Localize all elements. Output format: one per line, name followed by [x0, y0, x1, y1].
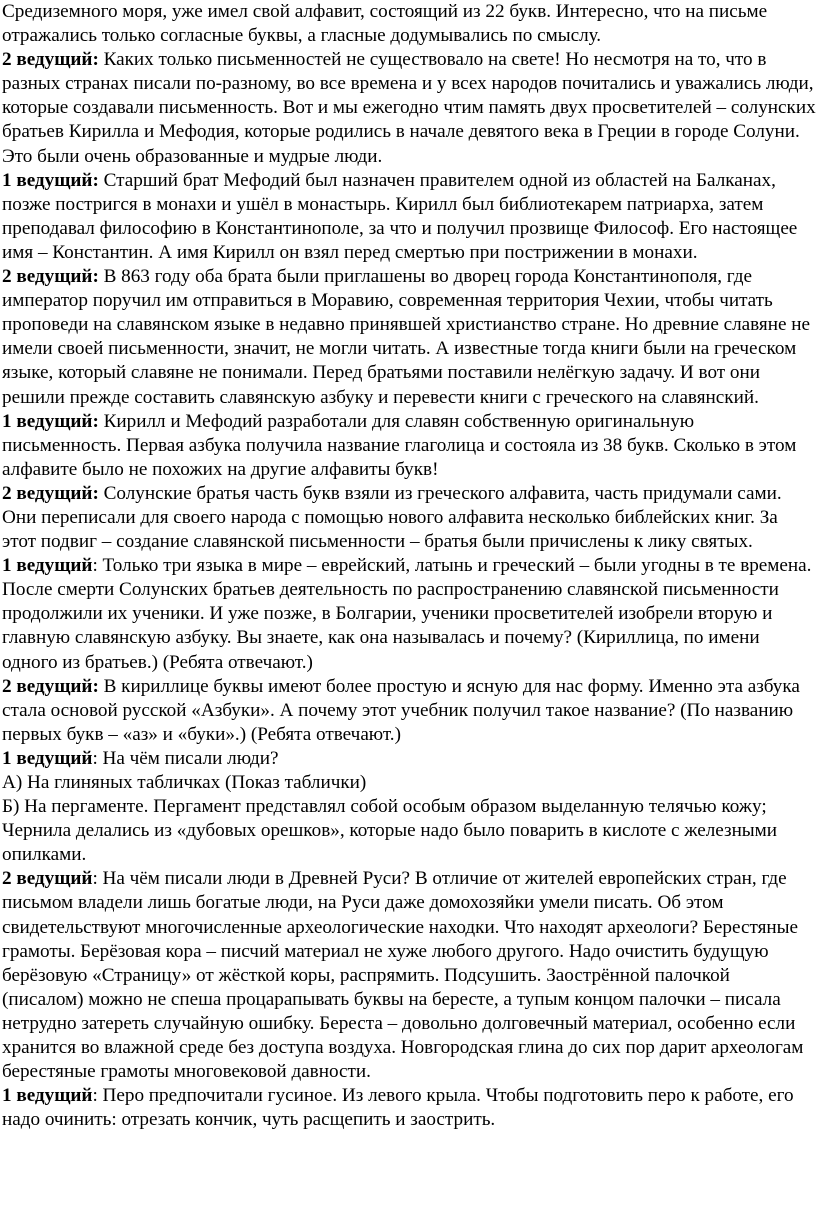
paragraph-speaker-1 — [2, 1084, 816, 1132]
speaker-label: 1 ведущий — [2, 1085, 93, 1107]
speaker-label: 1 ведущий — [2, 555, 93, 577]
paragraph-text: Каких только письменностей не существовало на свете! Но несмотря на то, что в разных странах писали по-разному, во все времена и у всех народов почитались и уважались люди, которые создавали письменность. Вот и мы ежегодно чтим память двух просветителей – солунских братьев Кирилла и Мефодия, которые родились в начале девятого века в Греции в городе Солуни. Это были очень образованные и мудрые люди. — [2, 49, 816, 167]
speaker-label: 2 ведущий — [2, 868, 93, 890]
paragraph-speaker-1 — [2, 410, 816, 482]
paragraph-text: В кириллице буквы имеют более простую и ясную для нас форму. Именно эта азбука стала основой русской «Азбуки». А почему этот учебник получил такое название? (По названию первых букв – «аз» и «буки».) (Ребята отвечают.) — [2, 675, 800, 745]
paragraph-speaker-1 — [2, 169, 816, 265]
speaker-label: 1 ведущий — [2, 747, 93, 769]
paragraph-text: А) На глиняных табличках (Показ таблички) — [2, 772, 367, 793]
paragraph-list-item-b — [2, 795, 816, 867]
paragraph-text: Старший брат Мефодий был назначен правителем одной из областей на Балканах, позже постригся в монахи и ушёл в монастырь. Кирилл был библиотекарем патриарха, затем преподавал философию в Константинополе, за что и получил прозвище Философ. Его настоящее имя – Константин. А имя Кирилл он взял перед смертью при пострижении в монахи. — [2, 169, 798, 263]
paragraph-intro — [2, 0, 816, 48]
paragraph-text: Солунские братья часть букв взяли из греческого алфавита, часть придумали сами. Они переписали для своего народа с помощью нового алфавита несколько библейских книг. За этот подвиг – создание славянской письменности – братья были причислены к лику святых. — [2, 482, 782, 553]
speaker-label: 1 ведущий: — [2, 169, 99, 191]
paragraph-text: Перо предпочитали гусиное. Из левого крыла. Чтобы подготовить перо к работе, его надо очинить: отрезать кончик, чуть расщепить и заострить. — [2, 1085, 794, 1131]
speaker-label: 2 ведущий: — [2, 266, 99, 288]
paragraph-speaker-1 — [2, 554, 816, 674]
paragraph-speaker-2 — [2, 482, 816, 554]
paragraph-speaker-2 — [2, 675, 816, 747]
paragraph-text: На чём писали люди в Древней Руси? В отличие от жителей европейских стран, где письмом владели лишь богатые люди, на Руси даже домохозяйки умели писать. Об этом свидетельствуют многочисленные археологические находки. Что находят археологи? Берестяные грамоты. Берёзовая кора – писчий материал не хуже любого другого. Надо очистить будущую берёзовую «Страницу» от жёсткой коры, распрямить. Подсушить. Заострённой палочкой (писалом) можно не спеша процарапывать буквы на бересте, а тупым концом палочки – писала нетрудно затереть случайную ошибку. Береста – довольно долговечный материал, особенно если хранится во влажной среде без доступа воздуха. Новгородская глина до сих пор дарит археологам берестяные грамоты многовековой давности. — [2, 868, 804, 1083]
paragraph-text: В 863 году оба брата были приглашены во дворец города Константинополя, где император поручил им отправиться в Моравию, современная территория Чехии, чтобы читать проповеди на славянском языке в недавно принявшей христианство стране. Но древние славяне не имели своей письменности, значит, не могли читать. А известные тогда книги были на греческом языке, который славяне не понимали. Перед братьями поставили нелёгкую задачу. И вот они решили прежде составить славянскую азбуку и перевести книги с греческого на славянский. — [2, 266, 811, 408]
paragraph-text: Средиземного моря, уже имел свой алфавит, состоящий из 22 букв. Интересно, что на письме отражались только согласные буквы, а гласные додумывались по смыслу. — [2, 1, 768, 47]
paragraph-text: На чём писали люди? — [102, 747, 279, 769]
speaker-separator: : — [92, 747, 103, 769]
paragraph-speaker-2 — [2, 867, 816, 1084]
speaker-separator: : — [92, 1085, 103, 1107]
paragraph-text: Кирилл и Мефодий разработали для славян собственную оригинальную письменность. Первая азбука получила название глаголица и состояла из 38 букв. Сколько в этом алфавите было не похожих на другие алфавиты букв! — [2, 410, 797, 480]
paragraph-text: Только три языка в мире – еврейский, латынь и греческий – были угодны в те времена. После смерти Солунских братьев деятельность по распространению славянской письменности продолжили их ученики. И уже позже, в Болгарии, ученики просветителей изобрели вторую и главную славянскую азбуку. Вы знаете, как она называлась и почему? (Кириллица, по имени одного из братьев.) (Ребята отвечают.) — [2, 555, 812, 673]
paragraph-speaker-2 — [2, 48, 816, 168]
speaker-separator: : — [92, 868, 103, 890]
speaker-label: 2 ведущий: — [2, 675, 99, 697]
paragraph-speaker-2 — [2, 265, 816, 410]
paragraph-speaker-1 — [2, 747, 816, 771]
speaker-separator: : — [92, 555, 103, 577]
speaker-label: 2 ведущий: — [2, 482, 99, 504]
speaker-label: 2 ведущий: — [2, 49, 99, 71]
speaker-label: 1 ведущий: — [2, 410, 99, 432]
paragraph-text: Б) На пергаменте. Пергамент представлял собой особым образом выделанную телячью кожу; Чернила делались из «дубовых орешков», которые надо было поварить в кислоте с железными опилками. — [2, 796, 778, 866]
paragraph-list-item-a — [2, 771, 816, 795]
